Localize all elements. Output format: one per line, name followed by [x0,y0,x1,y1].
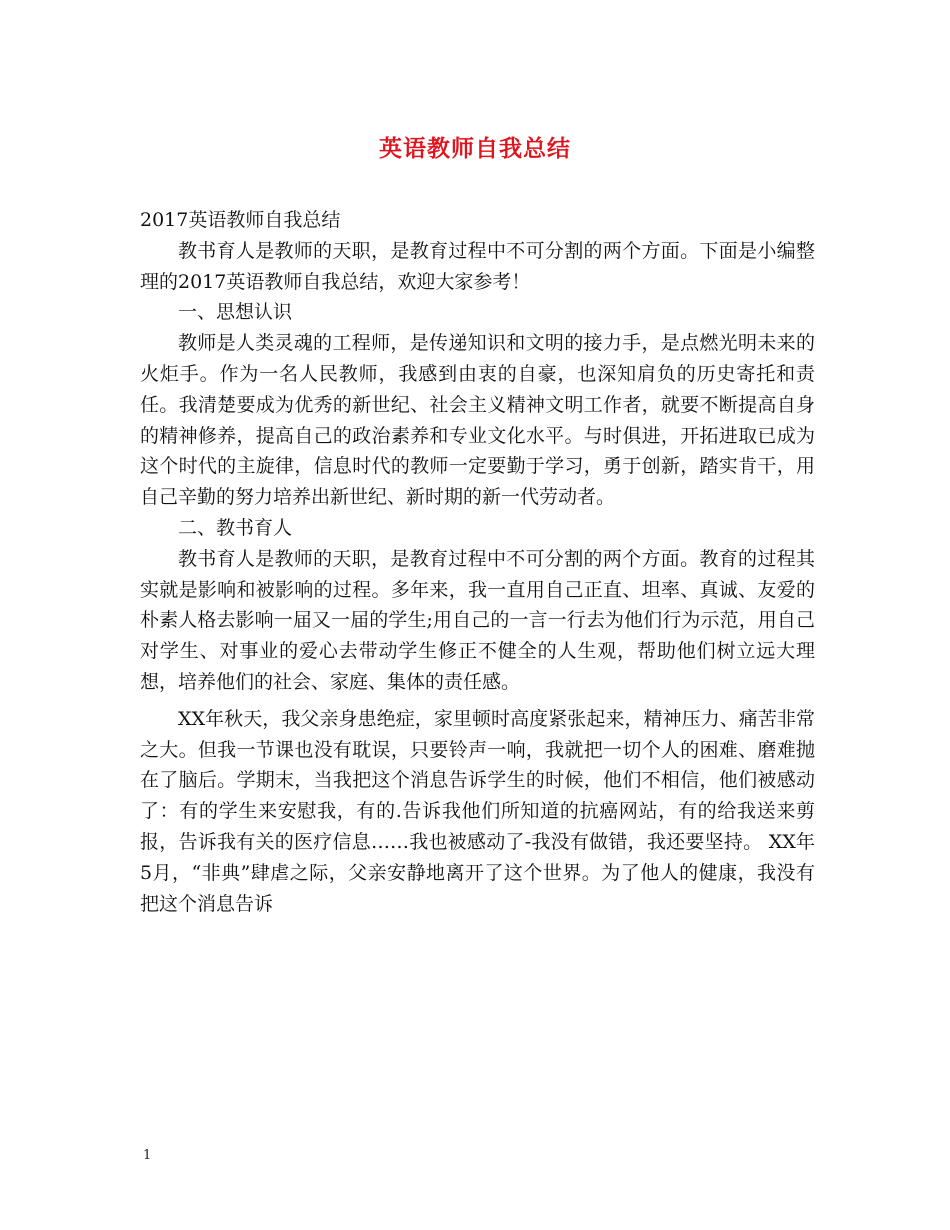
document-title: 英语教师自我总结 [379,135,571,162]
page-number: 1 [143,1148,152,1163]
paragraph-teaching: 教书育人是教师的天职，是教育过程中不可分割的两个方面。教育的过程其实就是影响和被影响的过程。多年来，我一直用自己正直、坦率、真诚、友爱的朴素人格去影响一届又一届的学生;用自己的一言一行去为他们行为示范，用自己对学生、对事业的爱心去带动学生修正不健全的人生观，帮助他们树立远大理想，培养他们的社会、家庭、集体的责任感。 [140,547,815,693]
paragraph-intro: 教书育人是教师的天职，是教育过程中不可分割的两个方面。下面是小编整理的2017英语教师自我总结，欢迎大家参考！ [140,239,815,293]
paragraph-story: XX年秋天，我父亲身患绝症，家里顿时高度紧张起来，精神压力、痛苦非常之大。但我一节课也没有耽误，只要铃声一响，我就把一切个人的困难、磨难抛在了脑后。学期末，当我把这个消息告诉学生的时候，他们不相信，他们被感动了：有的学生来安慰我，有的.告诉我他们所知道的抗癌网站，有的给我送来剪报，告诉我有关的医疗信息……我也被感动了-我没有做错，我还要坚持。 XX年5月，“非典”肆虐之际，父亲安静地离开了这个世界。为了他人的健康，我没有把这个消息告诉 [140,707,815,915]
section-heading-thought: 一、思想认识 [178,301,293,324]
document-body [140,205,815,919]
document-subtitle: 2017英语教师自我总结 [140,209,341,231]
section-heading-teaching: 二、教书育人 [178,516,293,539]
paragraph-thought: 教师是人类灵魂的工程师，是传递知识和文明的接力手，是点燃光明未来的火炬手。作为一名人民教师，我感到由衷的自豪，也深知肩负的历史寄托和责任。我清楚要成为优秀的新世纪、社会主义精神文明工作者，就要不断提高自身的精神修养，提高自己的政治素养和专业文化水平。与时俱进，开拓进取已成为这个时代的主旋律，信息时代的教师一定要勤于学习，勇于创新，踏实肯干，用自己辛勤的努力培养出新世纪、新时期的新一代劳动者。 [140,332,815,509]
